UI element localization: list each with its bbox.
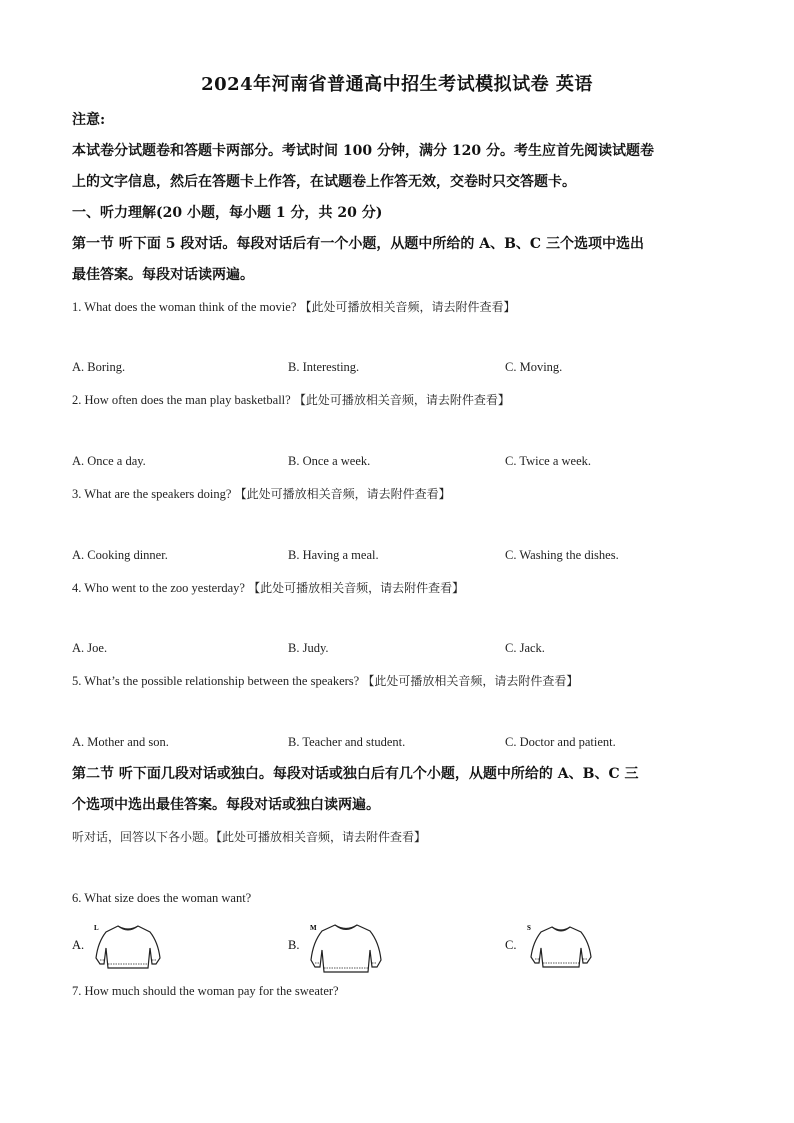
audio-link[interactable]: 【此处可播放相关音频，请去附件查看】: [362, 674, 579, 688]
audio-link[interactable]: 【此处可播放相关音频，请去附件查看】: [293, 393, 510, 407]
question-text: 1. What does the woman think of the movie?: [72, 300, 297, 314]
question-4-option-a[interactable]: A. Joe.: [72, 641, 108, 655]
question-1-option-b[interactable]: B. Interesting.: [288, 360, 360, 374]
question-6-stem: 6. What size does the woman want?: [72, 891, 252, 905]
part2-instructions-2: 个选项中选出最佳答案。每段对话或独白读两遍。: [72, 797, 380, 813]
audio-link[interactable]: 【此处可播放相关音频，请去附件查看】: [248, 581, 465, 595]
sweater-icon: [306, 920, 386, 976]
question-3-option-a[interactable]: A. Cooking dinner.: [72, 548, 168, 562]
question-4-option-b[interactable]: B. Judy.: [288, 641, 329, 655]
question-2-option-a[interactable]: A. Once a day.: [72, 454, 146, 468]
notice-line-1: 本试卷分试题卷和答题卡两部分。考试时间 100 分钟，满分 120 分。考生应首先阅读试题卷: [72, 143, 654, 159]
part1-instructions-1: 第一节 听下面 5 段对话。每段对话后有一个小题，从题中所给的 A、B、C 三个选项中选出: [72, 236, 644, 252]
listen-prompt: [72, 828, 426, 845]
question-text: 4. Who went to the zoo yesterday?: [72, 581, 245, 595]
option-label: A.: [72, 938, 85, 952]
audio-link[interactable]: 【此处可播放相关音频，请去附件查看】: [299, 300, 516, 314]
audio-link[interactable]: 【此处可播放相关音频，请去附件查看】: [216, 830, 427, 844]
part1-instructions-2: 最佳答案。每段对话读两遍。: [72, 267, 254, 283]
notice-label: 注意:: [72, 112, 106, 128]
option-label: B.: [288, 938, 300, 952]
question-text: 5. What’s the possible relationship between the speakers?: [72, 674, 360, 688]
listen-prompt-text: 听对话，回答以下各小题。: [72, 830, 217, 844]
size-label: L: [94, 924, 99, 932]
question-text: 3. What are the speakers doing?: [72, 487, 232, 501]
question-3-stem: [72, 485, 451, 502]
option-label: C.: [505, 938, 517, 952]
question-3-option-c[interactable]: C. Washing the dishes.: [505, 548, 619, 562]
size-label: M: [310, 924, 317, 932]
question-3-option-b[interactable]: B. Having a meal.: [288, 548, 379, 562]
question-2-option-c[interactable]: C. Twice a week.: [505, 454, 592, 468]
question-7-stem: 7. How much should the woman pay for the sweater?: [72, 984, 339, 998]
question-1-option-a[interactable]: A. Boring.: [72, 360, 126, 374]
question-1-stem: [72, 298, 516, 315]
question-5-option-b[interactable]: B. Teacher and student.: [288, 735, 406, 749]
sweater-icon: [90, 920, 166, 972]
question-4-option-c[interactable]: C. Jack.: [505, 641, 545, 655]
notice-line-2: 上的文字信息，然后在答题卡上作答，在试题卷上作答无效，交卷时只交答题卡。: [72, 174, 576, 190]
question-text: 2. How often does the man play basketball?: [72, 393, 291, 407]
question-6-option-b[interactable]: [288, 920, 398, 976]
question-6-option-c[interactable]: [505, 920, 615, 976]
audio-link[interactable]: 【此处可播放相关音频，请去附件查看】: [234, 487, 451, 501]
part2-instructions-1: 第二节 听下面几段对话或独白。每段对话或独白后有几个小题，从题中所给的 A、B、C 三: [72, 766, 639, 782]
question-2-option-b[interactable]: B. Once a week.: [288, 454, 371, 468]
size-label: S: [527, 924, 531, 932]
sweater-icon: [523, 920, 599, 972]
section-heading-listening: 一、听力理解(20 小题，每小题 1 分，共 20 分): [72, 205, 383, 221]
question-5-option-c[interactable]: C. Doctor and patient.: [505, 735, 616, 749]
question-2-stem: [72, 391, 510, 408]
question-5-option-a[interactable]: A. Mother and son.: [72, 735, 169, 749]
question-5-stem: [72, 672, 578, 689]
page-title: 2024年河南省普通高中招生考试模拟试卷 英语: [201, 74, 593, 95]
question-4-stem: [72, 579, 464, 596]
question-6-option-a[interactable]: [72, 920, 182, 976]
question-1-option-c[interactable]: C. Moving.: [505, 360, 563, 374]
